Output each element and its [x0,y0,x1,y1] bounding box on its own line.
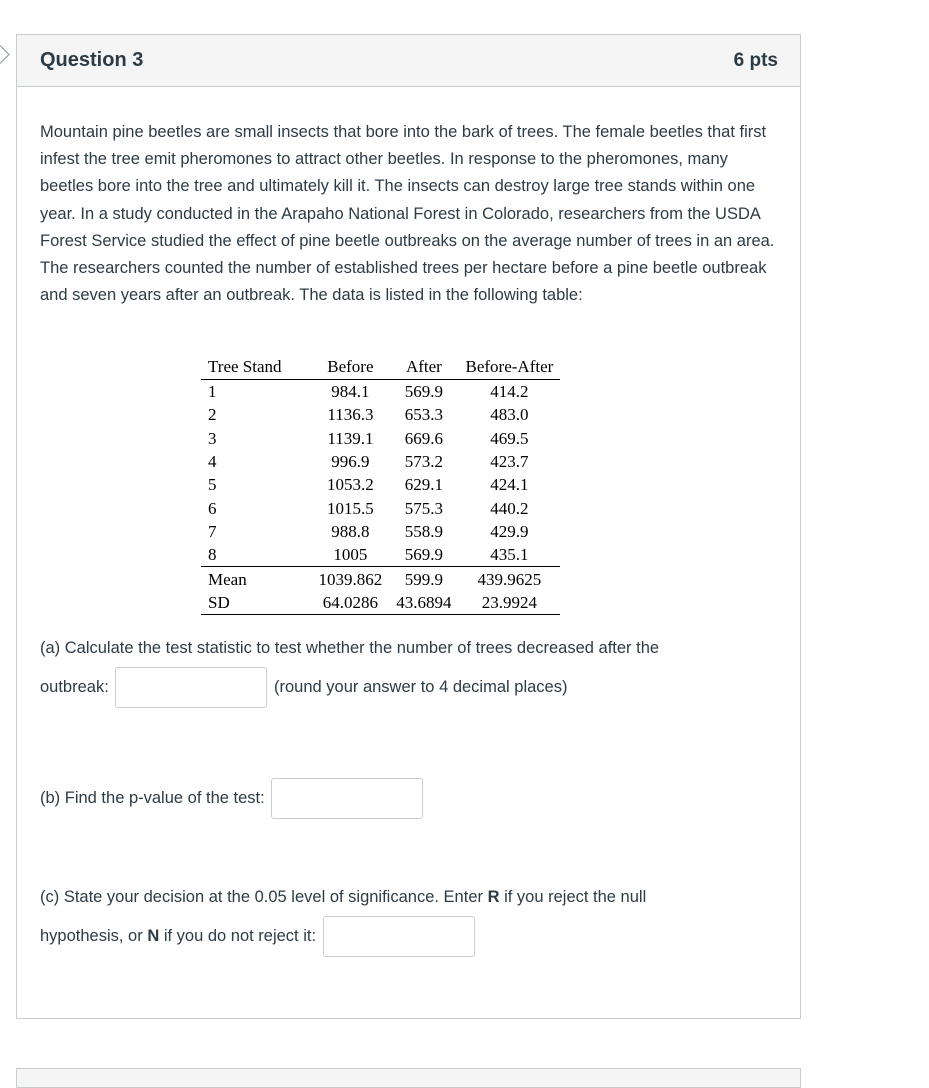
p-value-input[interactable] [271,778,423,819]
header-before-after: Before-After [459,355,561,380]
cell: 1039.862 [312,567,390,591]
part-c-reject-letter: R [487,888,500,906]
cell: Mean [201,567,312,591]
header-before: Before [312,355,390,380]
part-c-line2 [40,916,475,957]
cell: 984.1 [331,382,370,402]
cell: 440.2 [490,498,529,518]
part-b-line [40,778,423,819]
table-row [201,496,560,519]
cell: 569.9 [404,382,444,402]
table-row [201,450,560,473]
cell: 23.9924 [459,591,561,615]
cell: 3 [208,428,217,448]
cell: 653.3 [404,405,444,425]
table-row [201,520,560,543]
question-title: Question 3 [40,49,144,71]
cell: 423.7 [490,452,529,472]
test-statistic-input[interactable] [115,667,267,708]
part-b-prompt: (b) Find the p-value of the test: [40,788,265,807]
cell: 1136.3 [327,405,374,425]
table-row [201,473,560,496]
part-c-prompt-pre: (c) State your decision at the 0.05 level of significance. Enter [40,888,488,906]
cell: 64.0286 [312,591,390,615]
part-a-suffix: (round your answer to 4 decimal places) [273,677,568,696]
table-row-mean [201,567,560,591]
table-row-sd [201,591,560,615]
cell: 573.2 [404,452,444,472]
header-after: After [389,355,458,380]
cell: 996.9 [331,452,370,472]
cell: SD [201,591,312,615]
table-header-row [201,355,560,380]
cell: 2 [208,405,217,425]
question-points: 6 pts [733,50,778,71]
part-a-line2 [40,667,567,708]
cell: 1 [208,382,217,402]
cell: 629.1 [404,475,444,495]
decision-input[interactable] [323,916,475,957]
cell: 1015.5 [327,498,374,518]
part-c-prompt-mid: if you reject the null [499,888,647,906]
cell: 414.2 [490,382,529,402]
part-a-prompt-line2: outbreak: [40,677,109,696]
cell: 1005 [333,545,368,565]
cell: 483.0 [490,405,529,425]
collapse-chevron-icon [0,45,10,63]
question-header [17,35,800,87]
cell: 988.8 [331,521,370,541]
cell: 429.9 [490,521,529,541]
cell: 469.5 [490,428,529,448]
cell: 569.9 [404,545,444,565]
part-c-not-reject-letter: N [147,926,160,945]
table-row [201,543,560,567]
header-tree-stand: Tree Stand [201,355,312,380]
cell: 558.9 [404,521,444,541]
cell: 435.1 [490,545,529,565]
cell: 669.6 [404,428,444,448]
cell: 599.9 [389,567,458,591]
cell: 1053.2 [327,475,374,495]
part-c-prompt-line2-post: if you do not reject it: [159,926,317,945]
table-row [201,403,560,426]
cell: 43.6894 [389,591,458,615]
table-row [201,380,560,404]
part-a-prompt-line1: (a) Calculate the test statistic to test whether the number of trees decreased after the [40,639,660,657]
question-text: Mountain pine beetles are small insects that bore into the bark of trees. The female beetles that first infest the tree emit pheromones to attract other beetles. In response to the pheromones, many beetles bore into the tree and ultimately kill it. The insects can destroy large tree stands within one year. In a study conducted in the Arapaho National Forest in Colorado, researchers from the USDA Forest Service studied the effect of pine beetle outbreaks on the average number of trees in an area. The researchers counted the number of established trees per hectare before a pine beetle outbreak and seven years after an outbreak. The data is listed in the following table: [40,123,775,305]
data-table [201,355,560,615]
part-c-prompt-line1 [40,888,646,907]
question-card [16,34,801,1019]
table-row [201,427,560,450]
cell: 5 [208,475,217,495]
cell: 6 [208,498,217,518]
part-c-prompt-line2-pre: hypothesis, or [40,926,148,945]
cell: 4 [208,452,217,472]
cell: 424.1 [490,475,529,495]
next-question-card [16,1068,801,1088]
cell: 8 [208,545,217,565]
cell: 7 [208,521,217,541]
cell: 1139.1 [327,428,374,448]
cell: 439.9625 [459,567,561,591]
cell: 575.3 [404,498,444,518]
